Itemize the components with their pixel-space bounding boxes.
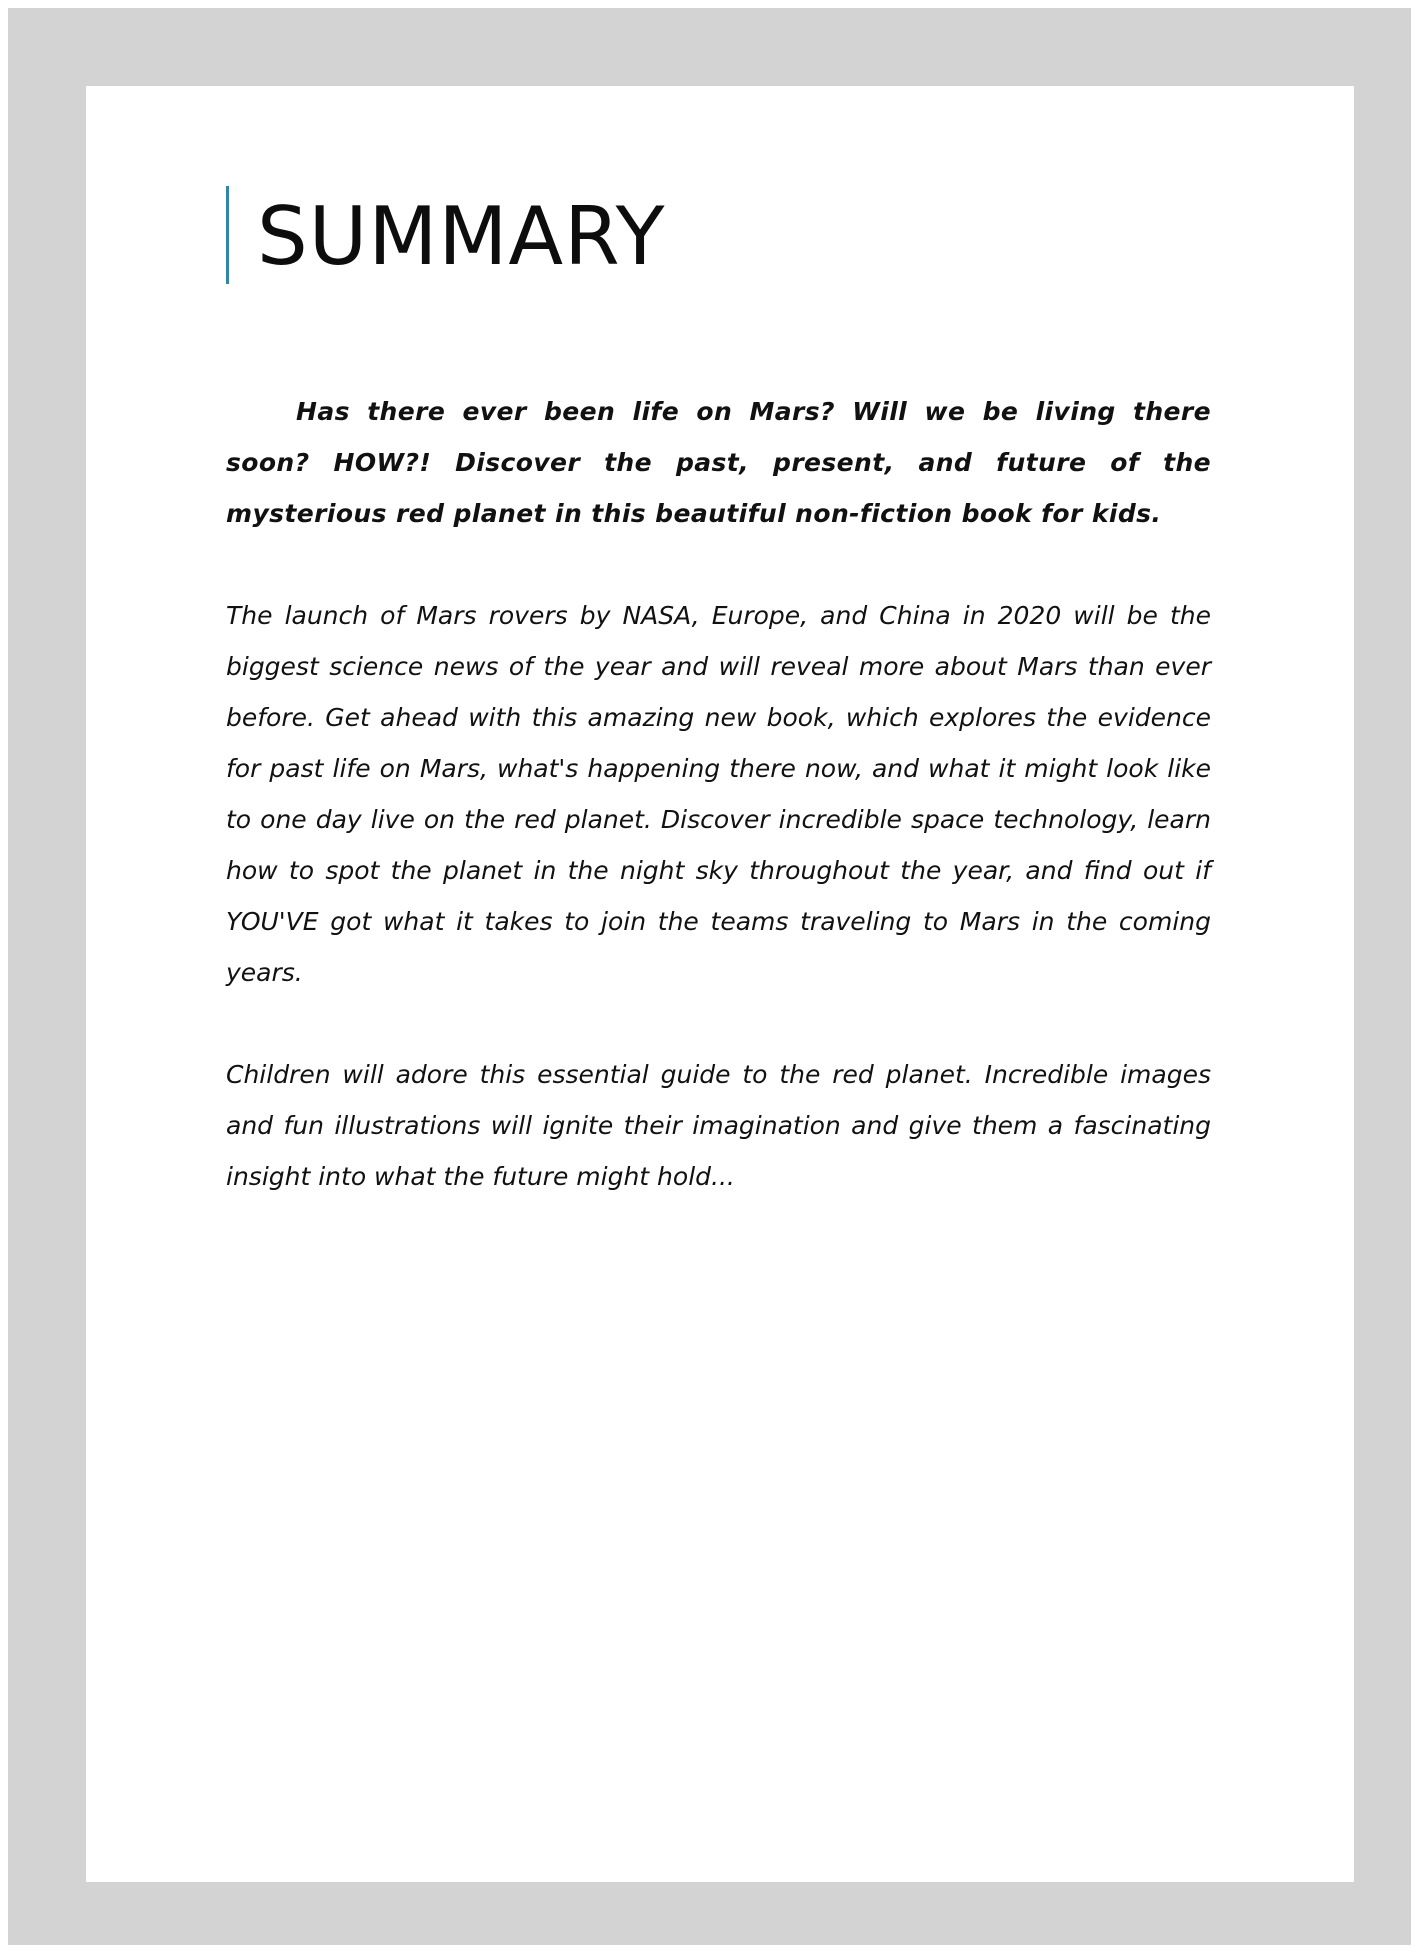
summary-body xyxy=(226,386,1211,1253)
body-paragraph-2: Children will adore this essential guide to the red planet. Incredible images and fun illustrations will ignite their imagination and give them a fascinating insight into what the future might hold... xyxy=(226,1060,1211,1191)
document-page xyxy=(86,86,1354,1882)
page-title: SUMMARY xyxy=(257,190,666,283)
body-paragraph-1: The launch of Mars rovers by NASA, Europe, and China in 2020 will be the biggest science news of the year and will reveal more about Mars than ever before. Get ahead with this amazing new book, which explores the evidence for past life on Mars, what's happening there now, and what it might look like to one day live on the red planet. Discover incredible space technology, learn how to spot the planet in the night sky throughout the year, and find out if YOU'VE got what it takes to join the teams traveling to Mars in the coming years. xyxy=(226,601,1211,987)
title-accent-rule xyxy=(226,186,229,284)
page-frame xyxy=(8,8,1411,1945)
title-block xyxy=(226,186,665,284)
intro-paragraph: Has there ever been life on Mars? Will we be living there soon? HOW?! Discover the past, present, and future of the mysterious red planet in this beautiful non-fiction book for kids. xyxy=(226,397,1211,528)
